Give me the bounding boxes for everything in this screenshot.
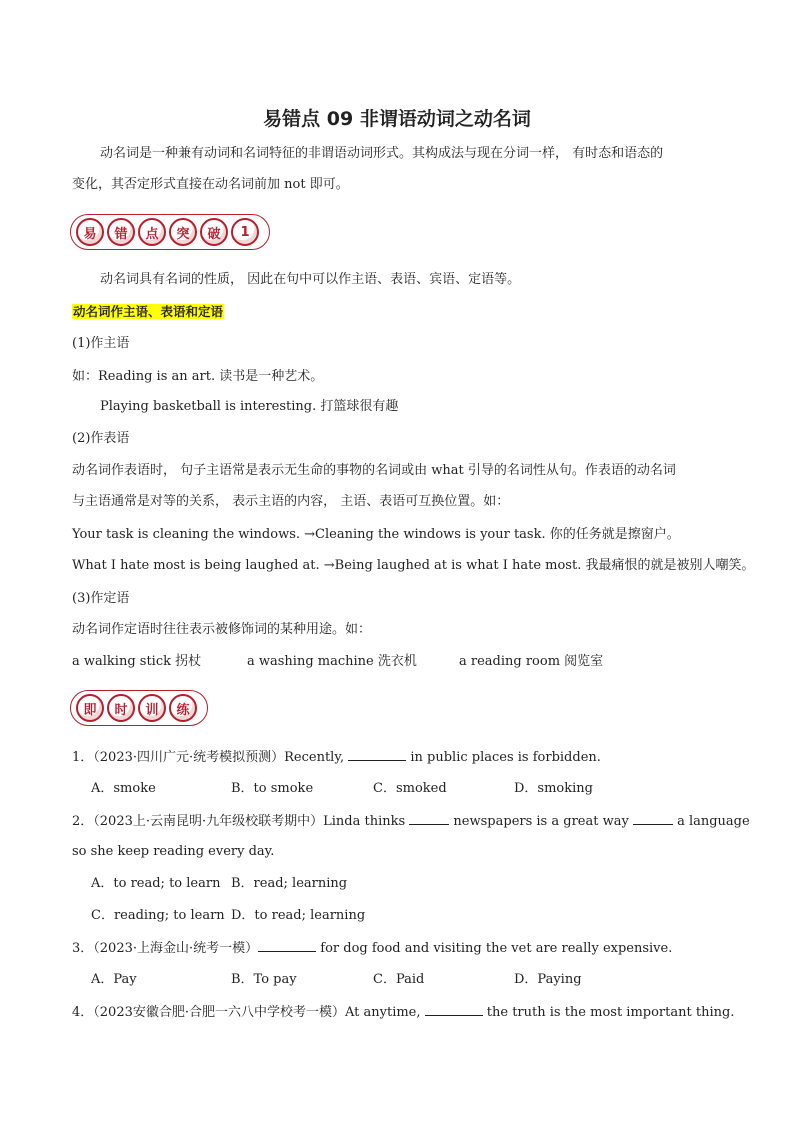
banner-char: 训 <box>138 694 166 722</box>
banner-char: 点 <box>138 218 166 246</box>
predicative-desc-1: 动名词作表语时， 句子主语常是表示无生命的事物的名词或由 what 引导的名词性从句。作表语的动名词 <box>72 463 676 478</box>
intro-line-1: 动名词是一种兼有动词和名词特征的非谓语动词形式。其构成法与现在分词一样， 有时态和语态的 <box>100 146 664 161</box>
highlight-heading <box>72 303 224 322</box>
section-banner-breakthrough <box>76 218 262 246</box>
option-d[interactable]: D．to read; learning <box>231 908 366 923</box>
option-b[interactable]: B．To pay <box>231 972 297 987</box>
option-c[interactable]: C．reading; to learn <box>91 908 225 923</box>
question-1 <box>72 748 601 767</box>
banner-char: 练 <box>169 694 197 722</box>
predicative-example-2: What I hate most is being laughed at. →Being laughed at is what I hate most. 我最痛恨的就是被别人嘲笑。 <box>72 558 755 573</box>
option-c[interactable]: C．smoked <box>373 781 447 796</box>
question-4 <box>72 1003 734 1022</box>
predicative-heading: (2)作表语 <box>72 431 130 446</box>
answer-blank <box>348 748 406 761</box>
question-2-line-2: so she keep reading every day. <box>72 844 275 859</box>
intro-line-2: 变化，其否定形式直接在动名词前加 not 即可。 <box>72 177 349 192</box>
attributive-term: a reading room 阅览室 <box>459 654 604 669</box>
question-3 <box>72 939 672 958</box>
question-text: in public places is forbidden. <box>406 750 601 765</box>
predicative-example-1: Your task is cleaning the windows. →Cleaning the windows is your task. 你的任务就是擦窗户。 <box>72 527 680 542</box>
option-b[interactable]: B．to smoke <box>231 781 314 796</box>
question-text: 1．（2023·四川广元·统考模拟预测）Recently, <box>72 750 349 765</box>
banner-char: 即 <box>76 694 104 722</box>
answer-blank <box>258 939 316 952</box>
question-text: 2．（2023上·云南昆明·九年级校联考期中）Linda thinks <box>72 814 410 829</box>
subject-heading: (1)作主语 <box>72 336 130 351</box>
question-2 <box>72 812 750 831</box>
answer-blank <box>409 812 449 825</box>
attributive-term: a walking stick 拐杖 <box>72 654 202 669</box>
question-text: 4．（2023安徽合肥·合肥一六八中学校考一模）At anytime, <box>72 1005 425 1020</box>
answer-blank <box>633 812 673 825</box>
option-d[interactable]: D．Paying <box>514 972 582 987</box>
highlight-heading-text: 动名词作主语、表语和定语 <box>73 304 224 319</box>
answer-blank <box>425 1003 483 1016</box>
option-a[interactable]: A．to read; to learn <box>91 876 221 891</box>
banner-frame <box>70 214 270 250</box>
subject-example-2: Playing basketball is interesting. 打篮球很有趣 <box>100 399 399 414</box>
paragraph-gerund-nature: 动名词具有名词的性质， 因此在句中可以作主语、表语、宾语、定语等。 <box>100 272 521 287</box>
banner-char: 易 <box>76 218 104 246</box>
predicative-desc-2: 与主语通常是对等的关系， 表示主语的内容， 主语、表语可互换位置。如： <box>72 494 510 509</box>
option-a[interactable]: A．Pay <box>91 972 137 987</box>
banner-char: 错 <box>107 218 135 246</box>
attributive-desc: 动名词作定语时往往表示被修饰词的某种用途。如： <box>72 622 372 637</box>
question-text: the truth is the most important thing. <box>482 1005 735 1020</box>
question-text: 3．（2023·上海金山·统考一模） <box>72 941 259 956</box>
banner-char: 突 <box>169 218 197 246</box>
option-b[interactable]: B．read; learning <box>231 876 348 891</box>
option-c[interactable]: C．Paid <box>373 972 425 987</box>
question-text: for dog food and visiting the vet are really expensive. <box>316 941 673 956</box>
attributive-heading: (3)作定语 <box>72 591 130 606</box>
question-text: newspapers is a great way <box>449 814 633 829</box>
page-title: 易错点 09 非谓语动词之动名词 <box>263 108 531 130</box>
subject-example-1: 如：Reading is an art. 读书是一种艺术。 <box>72 369 324 384</box>
banner-char: 破 <box>200 218 228 246</box>
section-banner-practice <box>76 694 200 722</box>
attributive-term: a washing machine 洗衣机 <box>247 654 417 669</box>
banner-char: 1 <box>231 218 259 246</box>
banner-frame <box>70 690 208 726</box>
option-d[interactable]: D．smoking <box>514 781 593 796</box>
question-text: a language <box>672 814 750 829</box>
banner-char: 时 <box>107 694 135 722</box>
option-a[interactable]: A．smoke <box>91 781 156 796</box>
